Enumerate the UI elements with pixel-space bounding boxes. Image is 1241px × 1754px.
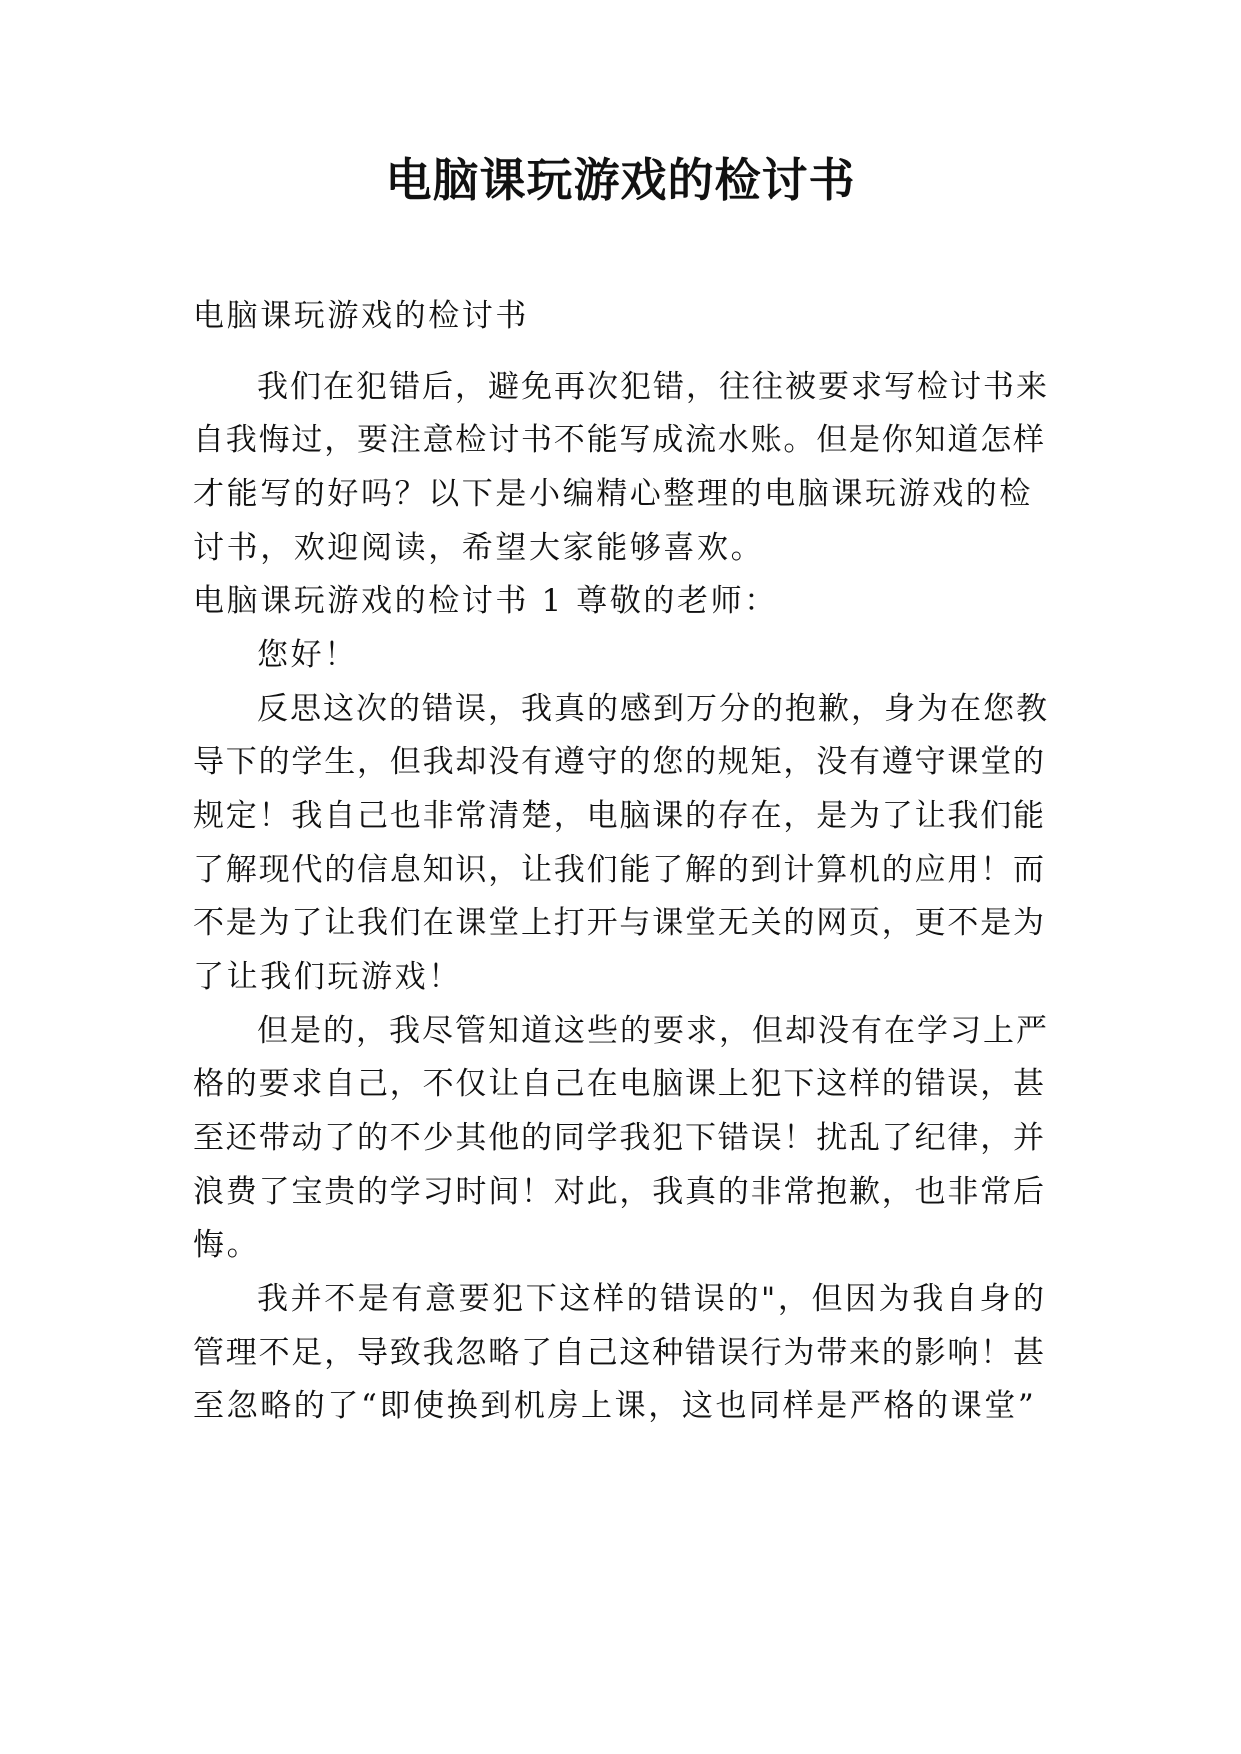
text-line: 我们在犯错后，避免再次犯错，往往被要求写检讨书来	[257, 369, 1049, 405]
subtitle-line: 电脑课玩游戏的检讨书	[193, 298, 529, 334]
text-line: 您好！	[257, 637, 358, 673]
text-line: 反思这次的错误，我真的感到万分的抱歉，身为在您教	[257, 691, 1049, 727]
text-line: 格的要求自己，不仅让自己在电脑课上犯下这样的错误，甚	[193, 1066, 1046, 1102]
text-line: 不是为了让我们在课堂上打开与课堂无关的网页，更不是为	[193, 905, 1046, 941]
text-line: 讨书，欢迎阅读，希望大家能够喜欢。	[193, 530, 765, 566]
text-line: 至还带动了的不少其他的同学我犯下错误！扰乱了纪律，并	[193, 1120, 1046, 1156]
text-line: 了让我们玩游戏！	[193, 959, 462, 995]
text-line: 自我悔过，要注意检讨书不能写成流水账。但是你知道怎样	[193, 422, 1046, 458]
text-line: 电脑课玩游戏的检讨书 1 尊敬的老师：	[193, 583, 778, 619]
text-line: 了解现代的信息知识，让我们能了解的到计算机的应用！而	[193, 852, 1046, 888]
text-line: 管理不足，导致我忽略了自己这种错误行为带来的影响！甚	[193, 1335, 1046, 1371]
text-line: 悔。	[193, 1227, 261, 1263]
text-line: 才能写的好吗？以下是小编精心整理的电脑课玩游戏的检	[193, 476, 1033, 512]
text-line: 规定！我自己也非常清楚，电脑课的存在，是为了让我们能	[193, 798, 1046, 834]
document-title: 电脑课玩游戏的检讨书	[385, 153, 856, 207]
text-line: 但是的，我尽管知道这些的要求，但却没有在学习上严	[257, 1013, 1049, 1049]
text-line: 我并不是有意要犯下这样的错误的"，但因为我自身的	[257, 1281, 1047, 1317]
text-line: 浪费了宝贵的学习时间！对此，我真的非常抱歉，也非常后	[193, 1174, 1046, 1210]
text-line: 导下的学生，但我却没有遵守的您的规矩，没有遵守课堂的	[193, 744, 1046, 780]
text-line: 至忽略的了“即使换到机房上课，这也同样是严格的课堂”	[193, 1388, 1037, 1424]
